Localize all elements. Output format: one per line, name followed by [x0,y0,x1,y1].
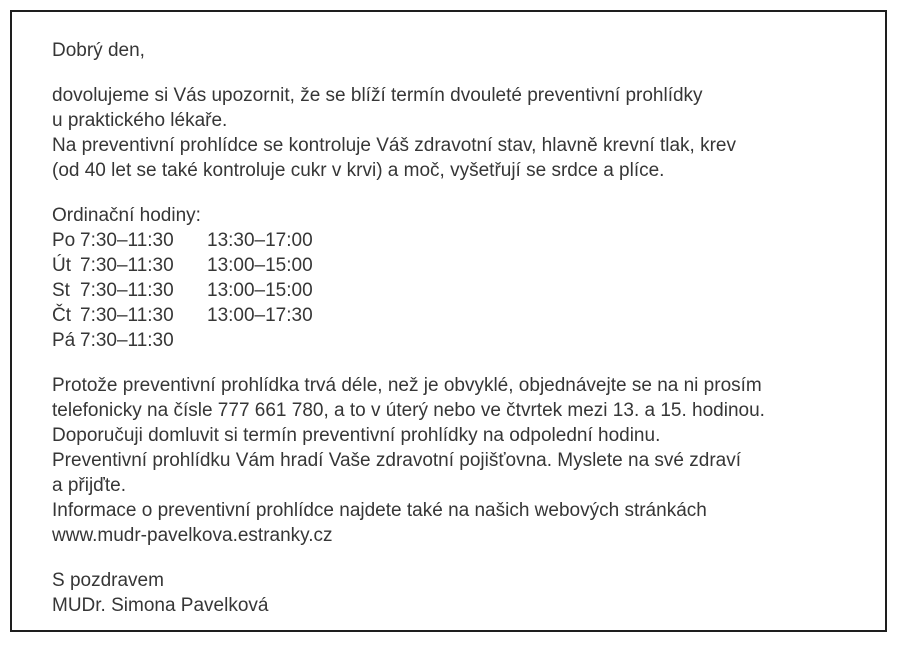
letter-content [12,12,885,618]
office-hours-row [52,303,867,328]
greeting: Dobrý den, [52,40,145,61]
body-paragraph [52,373,867,548]
website-text: www.mudr-pavelkova.estranky.cz [52,525,333,546]
hours-day: Út [52,255,71,276]
office-hours-section [52,203,867,353]
body-line: Informace o preventivní prohlídce najdete také na našich webových stránkách [52,500,707,521]
closing-section [52,568,867,618]
body-line: Doporučuji domluvit si termín preventivní prohlídky na odpolední hodinu. [52,425,661,446]
letter-page [10,10,887,632]
office-hours-row [52,253,867,278]
hours-morning: 7:30–11:30 [80,230,174,251]
hours-day: Čt [52,305,71,326]
hours-day: St [52,280,70,301]
intro-paragraph [52,83,867,183]
office-hours-title: Ordinační hodiny: [52,205,201,226]
intro-line: Na preventivní prohlídce se kontroluje Váš zdravotní stav, hlavně krevní tlak, krev [52,135,736,156]
hours-day: Pá [52,330,76,351]
office-hours-row [52,228,867,253]
office-hours-row [52,278,867,303]
hours-day: Po [52,230,76,251]
intro-line: (od 40 let se také kontroluje cukr v krvi) a moč, vyšetřují se srdce a plíce. [52,160,665,181]
body-line: a přijďte. [52,475,126,496]
intro-line: u praktického lékaře. [52,110,228,131]
hours-morning: 7:30–11:30 [80,255,174,276]
hours-afternoon: 13:00–15:00 [207,280,313,301]
office-hours-row [52,328,867,353]
body-line: Preventivní prohlídku Vám hradí Vaše zdravotní pojišťovna. Myslete na své zdraví [52,450,742,471]
hours-afternoon: 13:30–17:00 [207,230,313,251]
body-line: telefonicky na čísle 777 661 780, a to v úterý nebo ve čtvrtek mezi 13. a 15. hodinou. [52,400,765,421]
hours-afternoon: 13:00–15:00 [207,255,313,276]
signature-name: MUDr. Simona Pavelková [52,595,269,616]
closing-salutation: S pozdravem [52,570,164,591]
body-line: Protože preventivní prohlídka trvá déle, než je obvyklé, objednávejte se na ni prosím [52,375,762,396]
intro-line: dovolujeme si Vás upozornit, že se blíží termín dvouleté preventivní prohlídky [52,85,703,106]
hours-morning: 7:30–11:30 [80,280,174,301]
hours-morning: 7:30–11:30 [80,330,174,351]
hours-morning: 7:30–11:30 [80,305,174,326]
hours-afternoon: 13:00–17:30 [207,305,313,326]
